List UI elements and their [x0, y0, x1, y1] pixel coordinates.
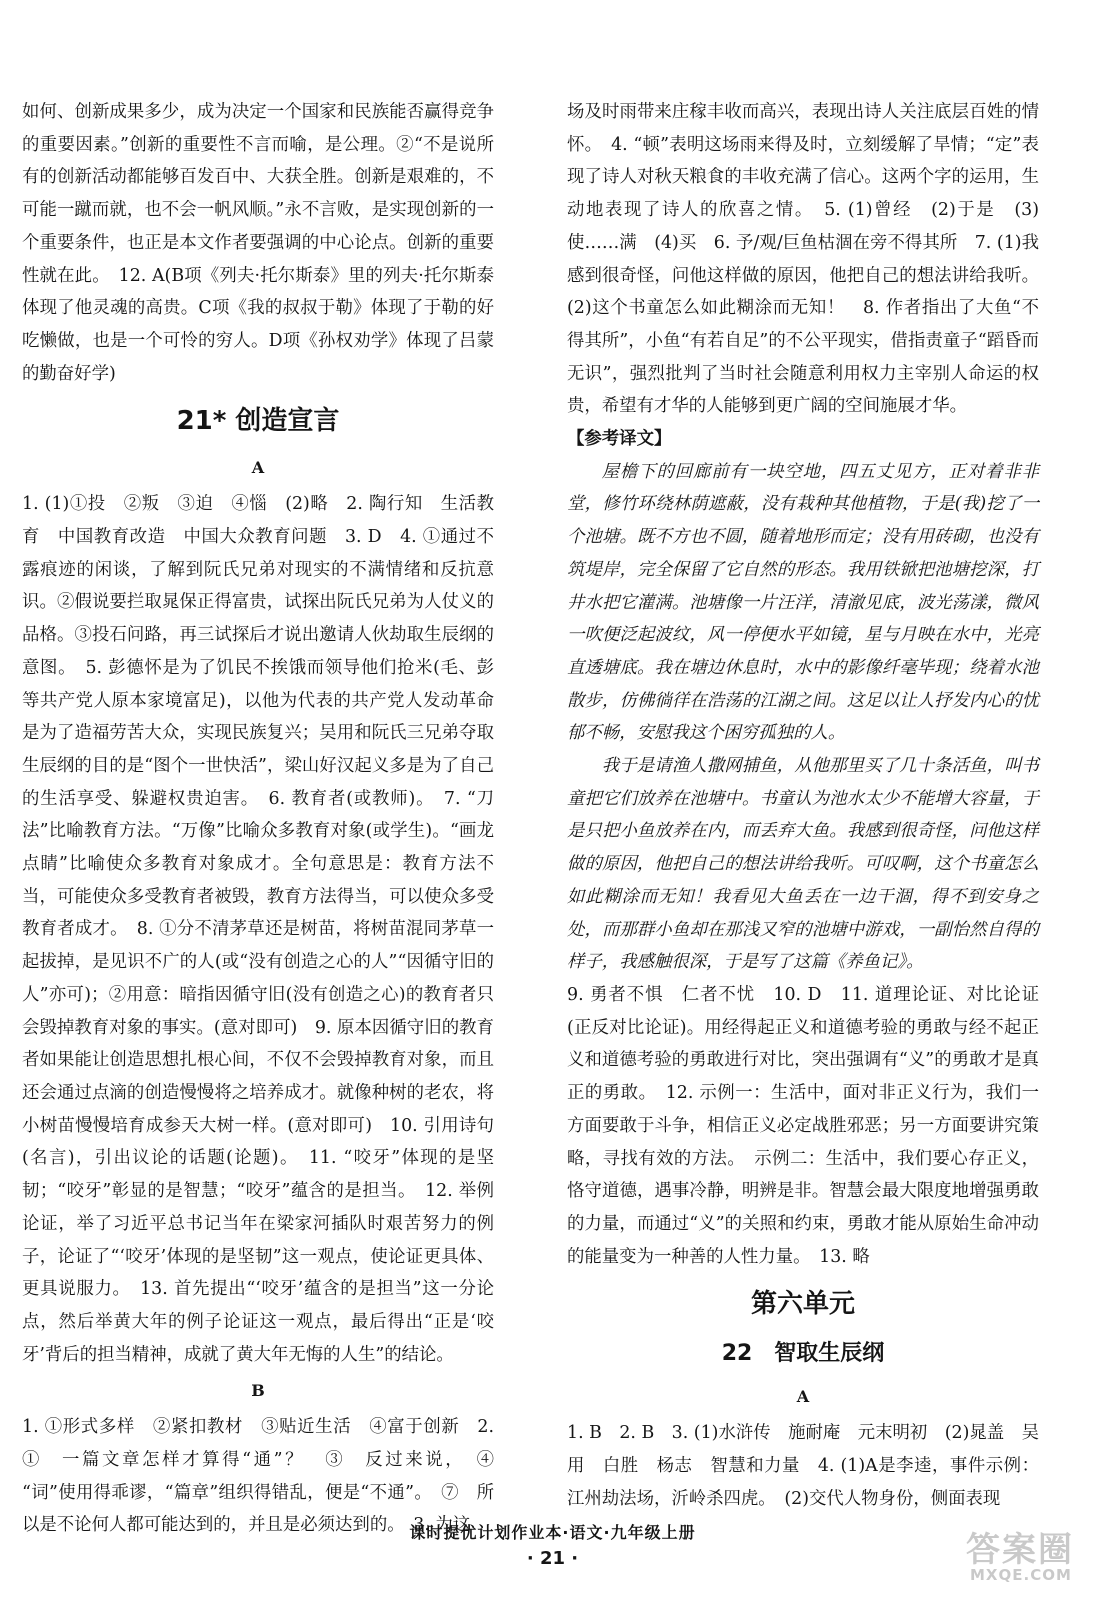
- footer-book-title: 课时提优计划作业本·语文·九年级上册: [409, 1523, 696, 1542]
- lesson-22-heading: 22 智取生辰纲: [721, 1341, 885, 1367]
- answer-paragraph-continued: 如何、创新成果多少，成为决定一个国家和民族能否赢得竞争的重要因素。”创新的重要性不言而喻，是公理。②“不是说所有的创新活动都能够百发百中、大获全胜。创新是艰难的，不可能一蹴而就，也不会一帆风顺。”永不言败，是实现创新的一个重要条件，也正是本文作者要强调的中心论点。创新的重要性就在此。 12. A(B项《列夫·托尔斯泰》里的列夫·托尔斯泰体现了他灵魂的高贵。C项《我的叔叔于勒》体现了于勒的好吃懒做，也是一个可怜的穷人。D项《孙权劝学》体现了吕蒙的勤奋好学): [22, 102, 494, 384]
- page-number: · 21 ·: [526, 1548, 579, 1569]
- answers-9-13: 9. 勇者不惧 仁者不忧 10. D 11. 道理论证、对比论证(正反对比论证)。用经得起正义和道德考验的勇敢与经不起正义和道德考验的勇敢进行对比，突出强调有“义”的勇敢才是真正的勇敢。 12. 示例一：生活中，面对非正义行为，我们一方面要敢于斗争，相信正义必定战胜邪恶；另一方面要讲究策略，寻找有效的方法。 示例二：生活中，我们要心存正义，恪守道德，遇事冷静，明辨是非。智慧会最大限度地增强勇敢的力量，而通过“义”的关照和约束，勇敢才能从原始生命冲动的能量变为一种善的人性力量。 13. 略: [567, 984, 1039, 1267]
- watermark-logo: [962, 1522, 1094, 1588]
- watermark-text: 答案圈: [966, 1530, 1074, 1570]
- unit-6-heading: 第六单元: [750, 1289, 855, 1320]
- section-a-answers: 1. (1)①投 ②叛 ③迫 ④惱 (2)略 2. 陶行知 生活教育 中国教育改造 中国大众教育问题 3. D 4. ①通过不露痕迹的闲谈，了解到阮氏兄弟对现实的不满情绪和反抗意识。②假说要拦取晁保正得富贵，试探出阮氏兄弟为人仗义的品格。③投石问路，再三试探后才说出邀请人伙劫取生辰纲的意图。 5. 彭德怀是为了饥民不挨饿而领导他们抢米(毛、彭等共产党人原本家境富足)，以他为代表的共产党人发动革命是为了造福劳苦大众，实现民族复兴；吴用和阮氏三兄弟夺取生辰纲的目的是“图个一世快活”，梁山好汉起义多是为了自己的生活享受、躲避权贵迫害。 6. 教育者(或教师)。 7. “刀法”比喻教育方法。“万像”比喻众多教育对象(或学生)。“画龙点睛”比喻使众多教育对象成才。全句意思是：教育方法不当，可能使众多受教育者被毁，教育方法得当，可以使众多受教育者成才。 8. ①分不清茅草还是树苗，将树苗混同茅草一起拔掉，是见识不广的人(或“没有创造之心的人”“因循守旧的人”亦可)；②用意：暗指因循守旧(没有创造之心)的教育者只会毁掉教育对象的事实。(意对即可) 9. 原本因循守旧的教育者如果能让创造思想扎根心间，不仅不会毁掉教育对象，而且还会通过点滴的创造慢慢将之培养成才。就像种树的老农，将小树苗慢慢培育成参天大树一样。(意对即可) 10. 引用诗句(名言)，引出议论的话题(论题)。 11. “咬牙”体现的是坚韧；“咬牙”彰显的是智慧；“咬牙”蕴含的是担当。 12. 举例论证，举了习近平总书记当年在梁家河插队时艰苦努力的例子，论证了“‘咬牙’体现的是坚韧”这一观点，使论证更具体、更具说服力。 13. 首先提出“‘咬牙’蕴含的是担当”这一分论点，然后举黄大年的例子论证这一观点，最后得出“正是‘咬牙’背后的担当精神，成就了黄大年无悔的人生”的结论。: [22, 494, 494, 1365]
- lesson-22-section-a-answers: 1. B 2. B 3. (1)水浒传 施耐庵 元末明初 (2)晁盖 吴用 白胜 杨志 智慧和力量 4. (1)A是李逵，事件示例：江州劫法场，沂岭杀四虎。 (2)交代人物身份，侧面表现: [567, 1423, 1039, 1509]
- reference-translation-title: 【参考译文】: [567, 429, 672, 450]
- left-column: [22, 96, 512, 1542]
- poem-answers-continued: 场及时雨带来庄稼丰收而高兴，表现出诗人关注底层百姓的情怀。 4. “顿”表明这场雨来得及时，立刻缓解了旱情；“定”表现了诗人对秋天粮食的丰收充满了信心。这两个字的运用，生动地表现了诗人的欣喜之情。 5. (1)曾经 (2)于是 (3)使……满 (4)买 6. 予/观/巨鱼枯涸在旁不得其所 7. (1)我感到很奇怪，问他这样做的原因，他把自己的想法讲给我听。(2)这个书童怎么如此糊涂而无知！ 8. 作者指出了大鱼“不得其所”，小鱼“有若自足”的不公平现实，借指责童子“蹈昏而无识”，强烈批判了当时社会随意利用权力主宰别人命运的权贵，希望有才华的人能够到更广阔的空间施展才华。: [567, 102, 1039, 417]
- section-a-label: A: [251, 458, 265, 478]
- lesson-21-heading: 21* 创造宣言: [176, 406, 340, 437]
- section-b-label: B: [251, 1381, 265, 1401]
- reference-translation-paragraph-1: 屋檐下的回廊前有一块空地，四五丈见方，正对着非非堂，修竹环绕林荫遮蔽，没有栽种其他植物，于是(我)挖了一个池塘。既不方也不圆，随着地形而定；没有用砖砌，也没有筑堤岸，完全保留了它自然的形态。我用铁锨把池塘挖深，打井水把它灌满。池塘像一片汪洋，清澈见底，波光荡漾，微风一吹便泛起波纹，风一停便水平如镜，星与月映在水中，光亮直透塘底。我在塘边休息时，水中的影像纤毫毕现；绕着水池散步，仿佛徜徉在浩荡的江湖之间。这足以让人抒发内心的忧郁不畅，安慰我这个困穷孤独的人。: [567, 461, 1039, 744]
- reference-translation-paragraph-2: 我于是请渔人撒网捕鱼，从他那里买了几十条活鱼，叫书童把它们放养在池塘中。书童认为池水太少不能增大容量，于是只把小鱼放养在内，而丢弃大鱼。我感到很奇怪，问他这样做的原因，他把自己的想法讲给我听。可叹啊，这个书童怎么如此糊涂而无知！我看见大鱼丢在一边干涸，得不到安身之处，而那群小鱼却在那浅又窄的池塘中游戏，一副怡然自得的样子，我感触很深，于是写了这篇《养鱼记》。: [567, 756, 1039, 973]
- watermark-url: MXQE.COM: [970, 1566, 1072, 1584]
- right-column: [567, 96, 1039, 1515]
- lesson-22-section-a-label: A: [796, 1387, 810, 1407]
- section-b-answers: 1. ①形式多样 ②紧扣教材 ③贴近生活 ④富于创新 2. ① 一篇文章怎样才算得“通”？ ③ 反过来说， ④ “词”使用得乖谬，“篇章”组织得错乱，便是“不通”。 ⑦ 所以是不论何人都可能达到的，并且是必须达到的。 3. 为这: [22, 1417, 512, 1536]
